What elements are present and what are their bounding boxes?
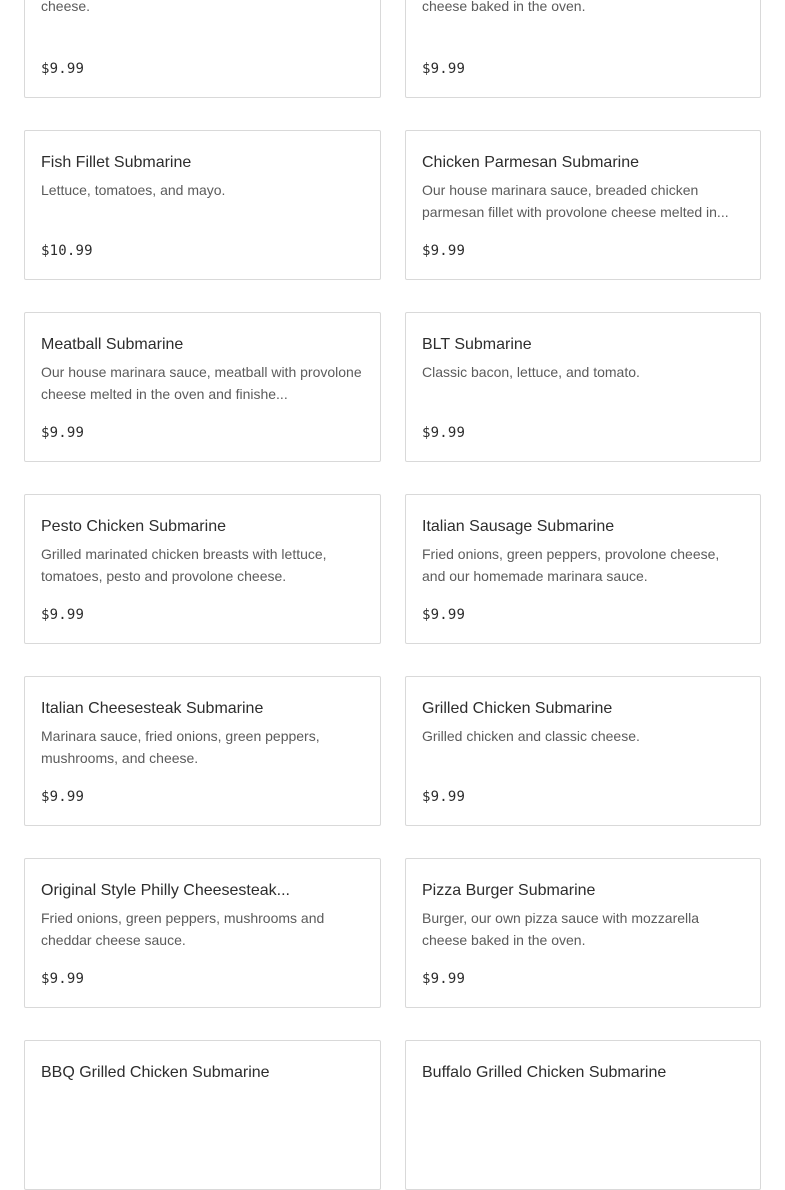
menu-item-card[interactable] (24, 312, 381, 462)
menu-item-description: cheese baked in the oven. (422, 0, 586, 14)
menu-item-title: Buffalo Grilled Chicken Submarine (422, 1064, 667, 1081)
menu-item-title: Pizza Burger Submarine (422, 882, 596, 899)
menu-item-title: Meatball Submarine (41, 336, 184, 353)
menu-item-title: Pesto Chicken Submarine (41, 518, 226, 535)
menu-item-card[interactable] (24, 1040, 381, 1190)
menu-item-price: $9.99 (41, 61, 85, 77)
menu-item-description: Classic bacon, lettuce, and tomato. (422, 364, 640, 380)
menu-item-card[interactable] (405, 0, 761, 98)
menu-item-title: Grilled Chicken Submarine (422, 700, 613, 717)
menu-item-card[interactable] (405, 676, 761, 826)
menu-item-description: Fried onions, green peppers, mushrooms and cheddar cheese sauce. (41, 910, 325, 948)
menu-item-card[interactable] (405, 494, 761, 644)
menu-item-card[interactable] (24, 494, 381, 644)
menu-item-description: Burger, our own pizza sauce with mozzarella cheese baked in the oven. (422, 910, 700, 948)
menu-item-title: BBQ Grilled Chicken Submarine (41, 1064, 270, 1081)
menu-item-description: Lettuce, tomatoes, and mayo. (41, 182, 226, 198)
menu-item-price: $9.99 (422, 789, 466, 805)
menu-item-price: $9.99 (422, 243, 466, 259)
menu-item-price: $10.99 (41, 243, 93, 259)
menu-item-price: $9.99 (422, 425, 466, 441)
menu-item-price: $9.99 (422, 61, 466, 77)
menu-item-price: $9.99 (41, 425, 85, 441)
menu-item-card[interactable] (24, 676, 381, 826)
menu-item-card[interactable] (24, 130, 381, 280)
menu-item-price: $9.99 (41, 607, 85, 623)
menu-item-description: Grilled chicken and classic cheese. (422, 728, 640, 744)
menu-item-card[interactable] (24, 0, 381, 98)
menu-item-card[interactable] (405, 858, 761, 1008)
menu-item-title: Original Style Philly Cheesesteak... (41, 882, 290, 899)
menu-item-price: $9.99 (422, 971, 466, 987)
menu-item-description: cheese. (41, 0, 91, 14)
menu-item-price: $9.99 (41, 789, 85, 805)
menu-item-title: Fish Fillet Submarine (41, 154, 192, 171)
menu-item-price: $9.99 (422, 607, 466, 623)
menu-item-card[interactable] (405, 1040, 761, 1190)
menu-item-card[interactable] (24, 858, 381, 1008)
menu-item-description: Our house marinara sauce, meatball with provolone cheese melted in the oven and finishe... (41, 364, 362, 402)
menu-item-description: Our house marinara sauce, breaded chicken parmesan fillet with provolone cheese melted in... (422, 182, 729, 220)
menu-item-description (41, 1089, 364, 1133)
menu-item-description: Grilled marinated chicken breasts with lettuce, tomatoes, pesto and provolone cheese. (41, 546, 327, 584)
menu-item-description: Fried onions, green peppers, provolone cheese, and our homemade marinara sauce. (422, 546, 720, 584)
menu-item-title: BLT Submarine (422, 336, 532, 353)
menu-item-description (422, 1089, 744, 1133)
menu-item-price: $9.99 (41, 971, 85, 987)
menu-item-grid (24, 0, 761, 1190)
menu-item-title: Italian Sausage Submarine (422, 518, 615, 535)
menu-item-title: Italian Cheesesteak Submarine (41, 700, 264, 717)
menu-item-card[interactable] (405, 312, 761, 462)
menu-item-card[interactable] (405, 130, 761, 280)
menu-item-description: Marinara sauce, fried onions, green peppers, mushrooms, and cheese. (41, 728, 320, 766)
menu-item-title: Chicken Parmesan Submarine (422, 154, 639, 171)
